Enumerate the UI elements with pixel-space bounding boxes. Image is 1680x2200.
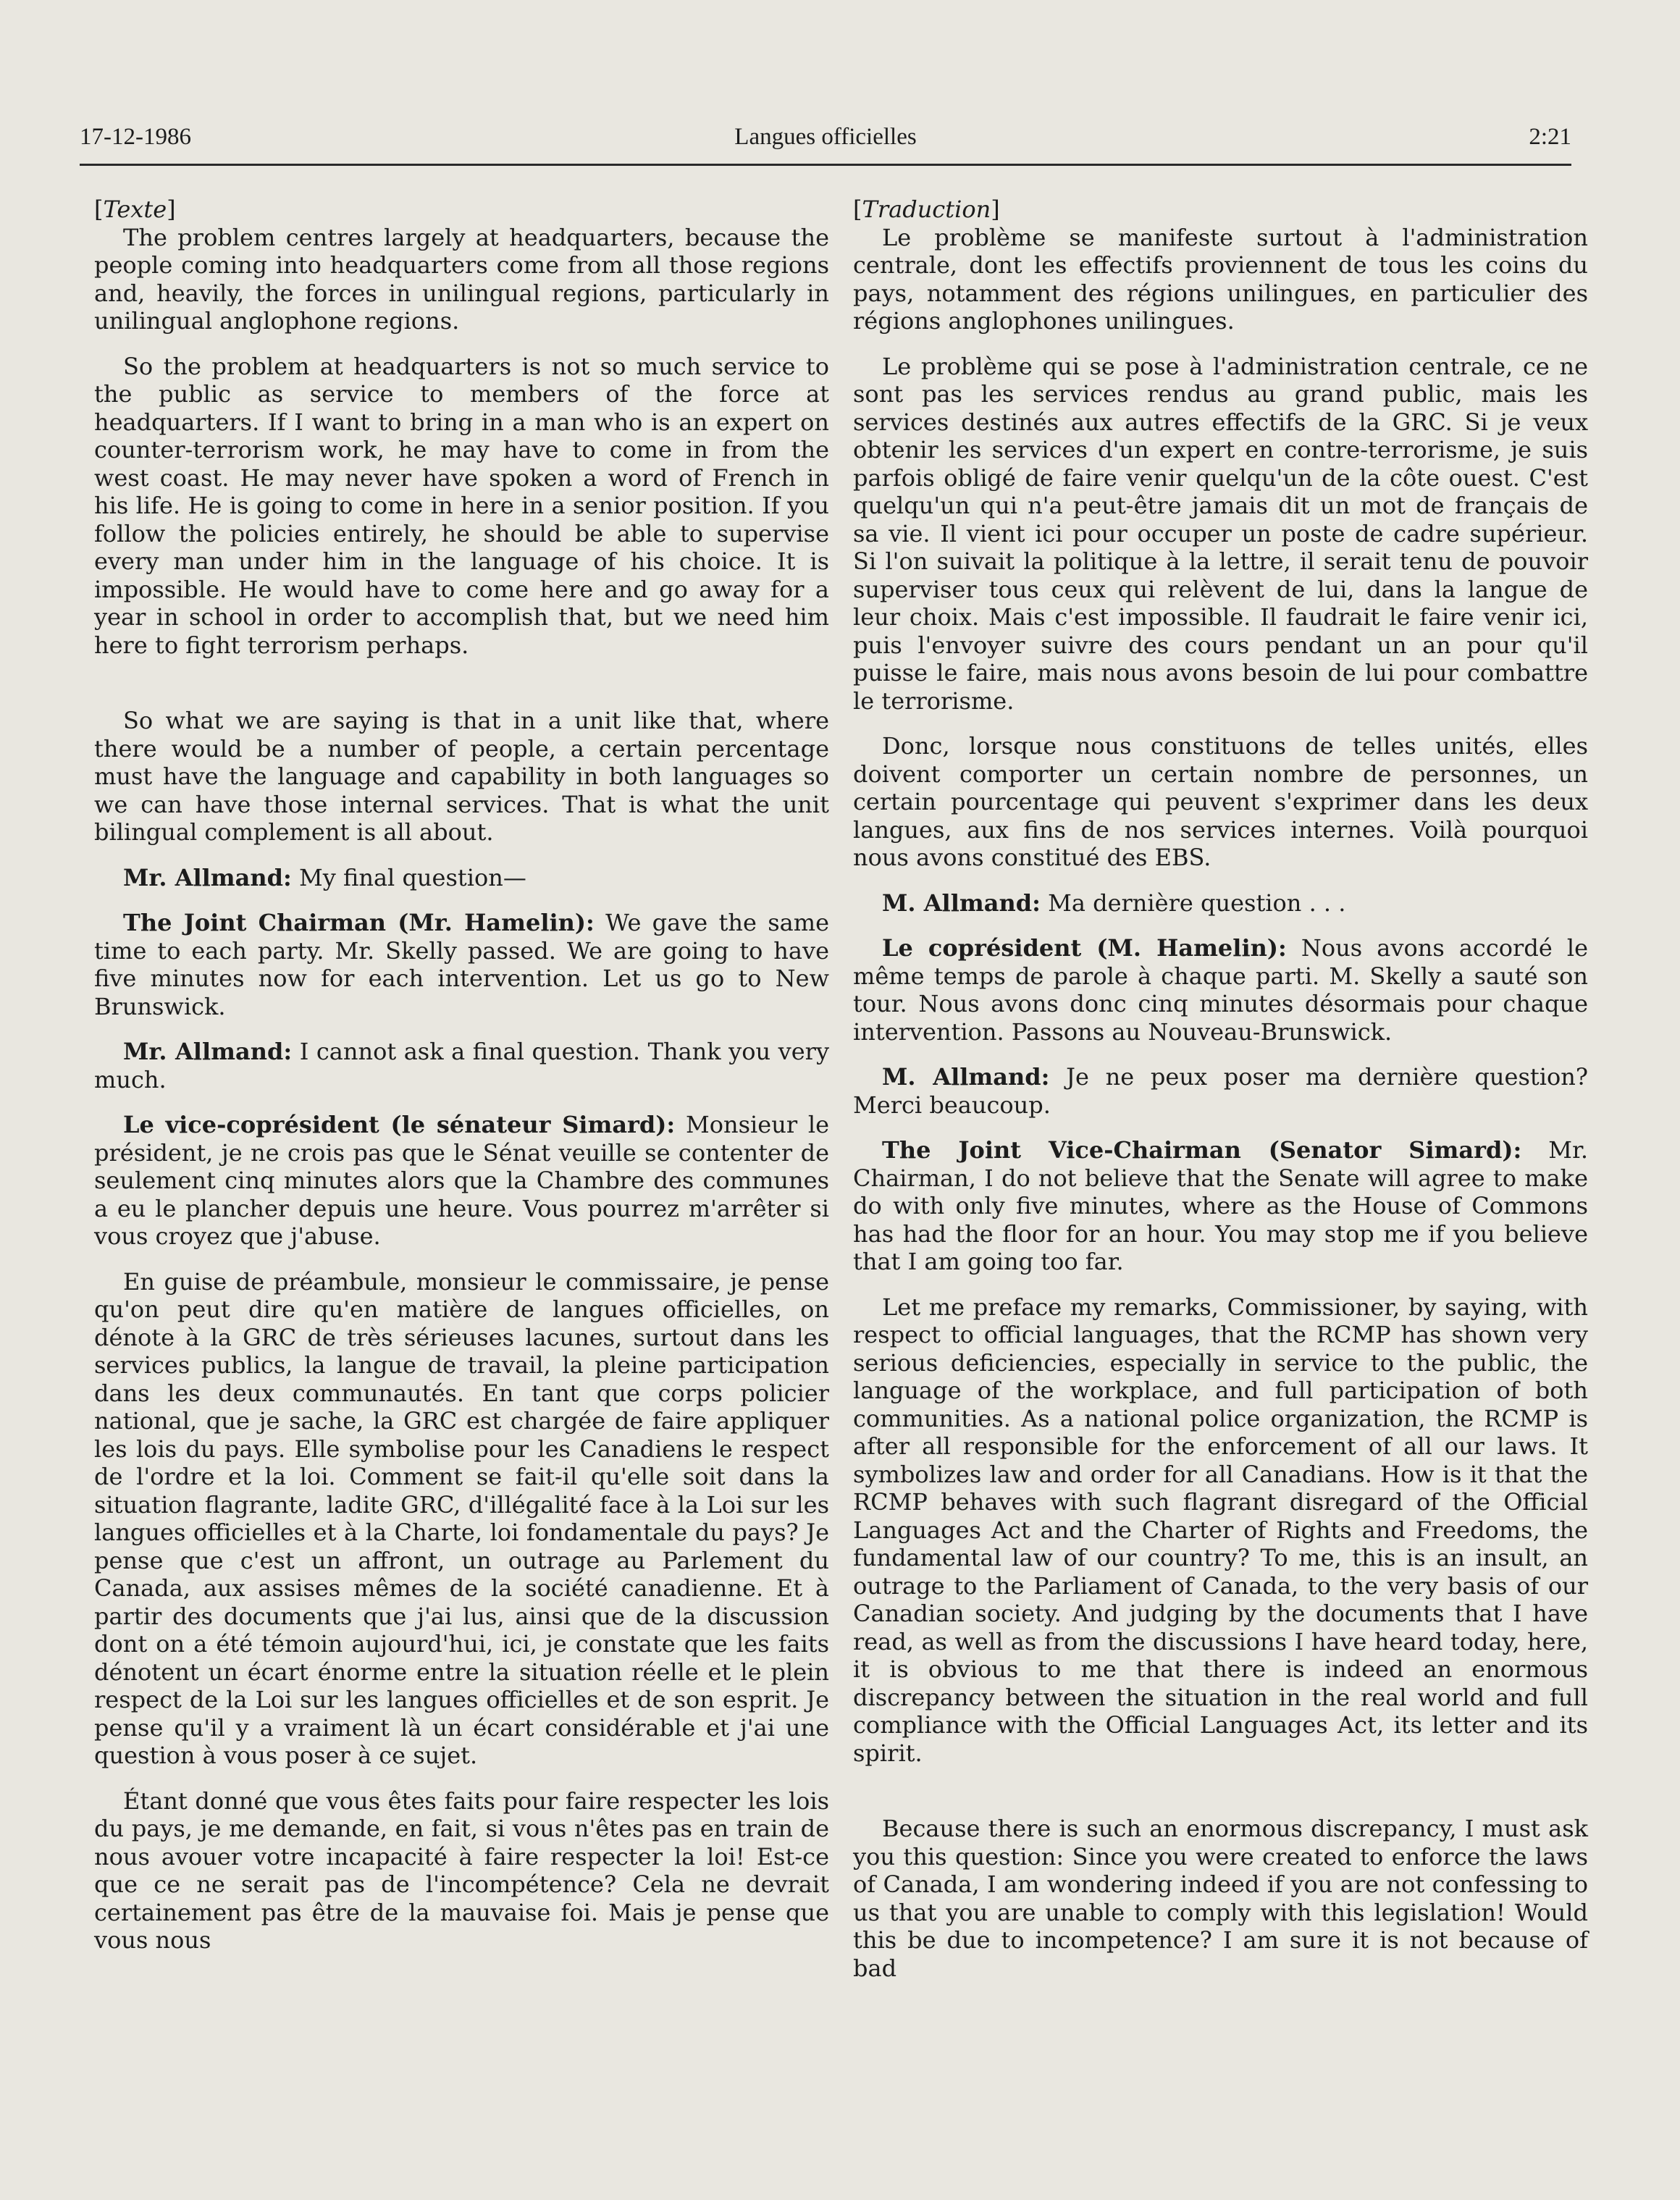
paragraph: Le vice-coprésident (le sénateur Simard): Monsieur le président, je ne crois pas que le Sénat veuille se contenter de seulement cinq minutes alors que la Chambre des communes a eu le plancher depuis une heure. Vous pourrez m'arrêter si vous croyez que j'abuse.	[94, 1111, 830, 1250]
left-column	[94, 196, 829, 1972]
speaker-name: Mr. Allmand:	[123, 863, 292, 891]
speaker-name: The Joint Vice-Chairman (Senator Simard):	[882, 1136, 1522, 1164]
paragraph: So what we are saying is that in a unit like that, where there would be a number of people, a certain percentage must have the language and capability in both languages so we can have those internal services. That is what the unit bilingual complement is all about.	[94, 707, 829, 846]
header-title: Langues officielles	[734, 124, 917, 150]
header-page-number: 2:21	[1529, 124, 1571, 150]
paragraph: The Joint Vice-Chairman (Senator Simard): Mr. Chairman, I do not believe that the Senate will agree to make do with only five minutes, where as the House of Commons has had the floor for an hour. You may stop me if you believe that I am going too far.	[853, 1136, 1589, 1275]
paragraph: Le problème qui se pose à l'administration centrale, ce ne sont pas les services rendus au grand public, mais les services destinés aux autres effectifs de la GRC. Si je veux obtenir les services d'un expert en contre-terrorisme, je suis parfois obligé de faire venir quelqu'un de la côte ouest. C'est quelqu'un qui n'a peut-être jamais dit un mot de français de sa vie. Il vient ici pour occuper un poste de cadre supérieur. Si l'on suivait la politique à la lettre, il serait tenu de pouvoir superviser tous ceux qui relèvent de lui, dans la langue de leur choix. Mais c'est impossible. Il faudrait le faire venir ici, puis l'envoyer suivre des cours pendant un an pour qu'il puisse le faire, mais nous avons besoin de lui pour combattre le terrorisme.	[853, 352, 1588, 715]
speaker-name: Le vice-coprésident (le sénateur Simard):	[123, 1111, 676, 1138]
paragraph: Let me preface my remarks, Commissioner, by saying, with respect to official languages, that the RCMP has shown very serious deficiencies, especially in service to the public, the language of the workplace, and full participation of both communities. As a national police organization, the RCMP is after all responsible for the enforcement of all our laws. It symbolizes law and order for all Canadians. How is it that the RCMP behaves with such flagrant disregard of the Official Languages Act and the Charter of Rights and Freedoms, the fundamental law of our country? To me, this is an insult, an outrage to the Parliament of Canada, to the very basis of our Canadian society. And judging by the documents that I have read, as well as from the discussions I have heard today, here, it is obvious to me that there is indeed an enormous discrepancy between the situation in the real world and full compliance with the Official Languages Act, its letter and its spirit.	[853, 1293, 1588, 1767]
speaker-name: Le coprésident (M. Hamelin):	[882, 934, 1287, 962]
paragraph: So the problem at headquarters is not so much service to the public as service to members of the force at headquarters. If I want to bring in a man who is an expert on counter-terrorism work, he may have to come in from the west coast. He may never have spoken a word of French in his life. He is going to come in here in a senior position. If you follow the policies entirely, he should be able to supervise every man under him in the language of his choice. It is impossible. He would have to come here and go away for a year in school in order to accomplish that, but we need him here to fight terrorism perhaps.	[94, 352, 829, 659]
paragraph: Mr. Allmand: My final question—	[123, 863, 526, 891]
running-header	[80, 120, 1571, 166]
paragraph: Donc, lorsque nous constituons de telles unités, elles doivent comporter un certain nombre de personnes, un certain pourcentage qui peuvent s'exprimer dans les deux langues, aux fins de nos services internes. Voilà pourquoi nous avons constitué des EBS.	[853, 732, 1588, 871]
paragraph: Mr. Allmand: I cannot ask a final question. Thank you very much.	[94, 1038, 830, 1093]
paragraph: M. Allmand: Je ne peux poser ma dernière question? Merci beaucoup.	[853, 1063, 1588, 1119]
header-date: 17-12-1986	[80, 124, 191, 150]
paragraph: The problem centres largely at headquarters, because the people coming into headquarters come from all those regions and, heavily, the forces in unilingual regions, particularly in unilingual anglophone regions.	[94, 223, 829, 335]
right-column	[853, 196, 1588, 1999]
paragraph: M. Allmand: Ma dernière question . . .	[882, 889, 1346, 917]
column-tag: [Texte]	[94, 196, 176, 223]
paragraph: En guise de préambule, monsieur le commissaire, je pense qu'on peut dire qu'en matière de langues officielles, on dénote à la GRC de très sérieuses lacunes, surtout dans les services publics, la langue de travail, la pleine participation dans les deux communautés. En tant que corps policier national, que je sache, la GRC est chargée de faire appliquer les lois du pays. Elle symbolise pour les Canadiens le respect de l'ordre et la loi. Comment se fait-il qu'elle soit dans la situation flagrante, ladite GRC, d'illégalité face à la Loi sur les langues officielles et à la Charte, loi fondamentale du pays? Je pense que c'est un affront, un outrage au Parlement du Canada, aux assises mêmes de la société canadienne. Et à partir des documents que j'ai lus, ainsi que de la discussion dont on a été témoin aujourd'hui, ici, je constate que les faits dénotent un écart énorme entre la situation réelle et le plein respect de la Loi sur les langues officielles et de son esprit. Je pense qu'il y a vraiment là un écart considérable et j'ai une question à vous poser à ce sujet.	[94, 1267, 829, 1769]
speaker-name: M. Allmand:	[882, 889, 1041, 917]
paragraph: Le problème se manifeste surtout à l'administration centrale, dont les effectifs proviennent de tous les coins du pays, notamment des régions unilingues, en particulier des régions anglophones unilingues.	[853, 223, 1588, 335]
speaker-name: M. Allmand:	[882, 1063, 1050, 1091]
paragraph: Le coprésident (M. Hamelin): Nous avons accordé le même temps de parole à chaque parti. M. Skelly a sauté son tour. Nous avons donc cinq minutes désormais pour chaque intervention. Passons au Nouveau-Brunswick.	[853, 934, 1589, 1046]
paragraph: Because there is such an enormous discrepancy, I must ask you this question: Since you were created to enforce the laws of Canada, I am wondering indeed if you are not confessing to us that you are unable to comply with this legislation! Would this be due to incompetence? I am sure it is not because of bad	[853, 1815, 1588, 1982]
column-tag: [Traduction]	[853, 196, 1000, 223]
paragraph: The Joint Chairman (Mr. Hamelin): We gave the same time to each party. Mr. Skelly passed. We are going to have five minutes now for each intervention. Let us go to New Brunswick.	[94, 909, 830, 1020]
speaker-name: The Joint Chairman (Mr. Hamelin):	[123, 909, 595, 936]
speaker-name: Mr. Allmand:	[123, 1038, 293, 1065]
paragraph: Étant donné que vous êtes faits pour faire respecter les lois du pays, je me demande, en fait, si vous n'êtes pas en train de nous avouer votre incapacité à faire respecter la loi! Est-ce que ce ne serait pas de l'incompétence? Cela ne devrait certainement pas être de la mauvaise foi. Mais je pense que vous nous	[94, 1787, 829, 1954]
